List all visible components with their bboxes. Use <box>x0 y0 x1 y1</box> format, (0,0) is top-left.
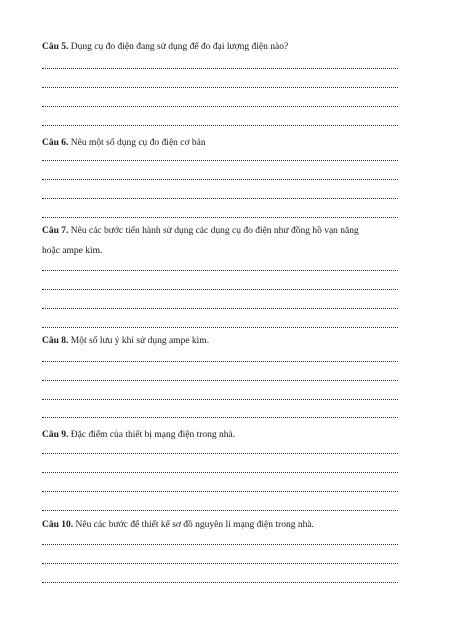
answer-line[interactable] <box>42 327 398 328</box>
answer-line[interactable] <box>42 160 398 161</box>
question-7 <box>42 222 404 240</box>
answer-line[interactable] <box>42 68 398 69</box>
question-text: Nêu một số dụng cụ đo điện cơ bản <box>70 138 206 148</box>
question-10 <box>42 516 402 534</box>
question-text: Một số lưu ý khi sử dụng ampe kìm. <box>70 336 210 346</box>
question-5 <box>42 38 402 56</box>
answer-line[interactable] <box>42 270 398 271</box>
question-text: Đặc điểm của thiết bị mạng điện trong nhà. <box>70 430 236 440</box>
question-text: Dụng cụ đo điện đang sử dụng để đo đại lượng điện nào? <box>70 42 289 52</box>
answer-line[interactable] <box>42 380 398 381</box>
answer-line[interactable] <box>42 582 398 583</box>
answer-line[interactable] <box>42 453 398 454</box>
answer-line[interactable] <box>42 399 398 400</box>
question-text-continuation: hoặc ampe kìm. <box>42 246 103 256</box>
answer-line[interactable] <box>42 544 398 545</box>
question-number: Câu 5. <box>42 42 69 52</box>
question-text: Nêu các bước tiến hành sử dụng các dụng cụ đo điện như đồng hồ vạn năng <box>70 226 359 236</box>
answer-line[interactable] <box>42 179 398 180</box>
answer-line[interactable] <box>42 308 398 309</box>
question-number: Câu 8. <box>42 336 69 346</box>
question-number: Câu 7. <box>42 226 69 236</box>
question-text: Nêu các bước để thiết kế sơ đồ nguyên lí mạng điện trong nhà. <box>75 520 314 530</box>
answer-line[interactable] <box>42 510 398 511</box>
answer-line[interactable] <box>42 87 398 88</box>
question-9 <box>42 426 402 444</box>
answer-line[interactable] <box>42 106 398 107</box>
question-number: Câu 10. <box>42 520 74 530</box>
question-7-continuation <box>42 242 402 260</box>
answer-line[interactable] <box>42 563 398 564</box>
answer-line[interactable] <box>42 491 398 492</box>
answer-line[interactable] <box>42 361 398 362</box>
answer-line[interactable] <box>42 417 398 418</box>
answer-line[interactable] <box>42 217 398 218</box>
question-number: Câu 9. <box>42 430 69 440</box>
answer-line[interactable] <box>42 198 398 199</box>
answer-line[interactable] <box>42 125 398 126</box>
question-6 <box>42 134 402 152</box>
question-8 <box>42 332 402 350</box>
answer-line[interactable] <box>42 472 398 473</box>
question-number: Câu 6. <box>42 138 69 148</box>
answer-line[interactable] <box>42 289 398 290</box>
